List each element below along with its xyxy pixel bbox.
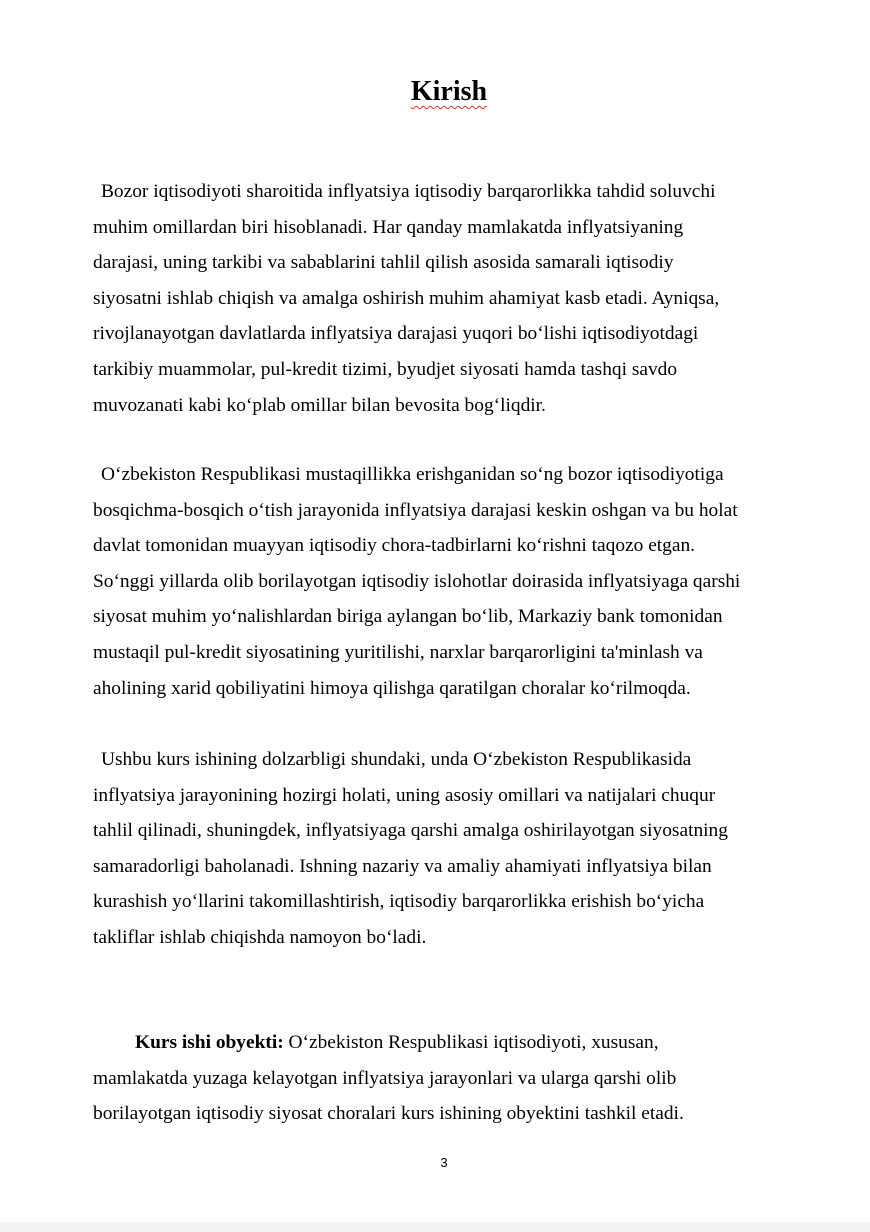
paragraph-line: rivojlanayotgan davlatlarda inflyatsiya darajasi yuqori bo‘lishi iqtisodiyotdagi xyxy=(93,323,699,345)
paragraph-line: mustaqil pul-kredit siyosatining yuritilishi, narxlar barqarorligini ta'minlash va xyxy=(93,641,703,663)
paragraph-line: mamlakatda yuzaga kelayotgan inflyatsiya jarayonlari va ularga qarshi olib xyxy=(93,1067,677,1089)
paragraph-line: samaradorligi baholanadi. Ishning nazariy va amaliy ahamiyati inflyatsiya bilan xyxy=(93,855,712,877)
paragraph-line: Bozor iqtisodiyoti sharoitida inflyatsiya iqtisodiy barqarorlikka tahdid soluvchi xyxy=(101,181,716,202)
page-number: 3 xyxy=(440,1155,448,1170)
paragraph-object xyxy=(93,1025,805,1132)
paragraph-line: tarkibiy muammolar, pul-kredit tizimi, byudjet siyosati hamda tashqi savdo xyxy=(93,358,678,380)
paragraph-line: bosqichma-bosqich o‘tish jarayonida inflyatsiya darajasi keskin oshgan va bu holat xyxy=(93,499,738,521)
paragraph-line: davlat tomonidan muayyan iqtisodiy chora-tadbirlarni ko‘rishni taqozo etgan. xyxy=(93,535,696,557)
paragraph-line: borilayotgan iqtisodiy siyosat choralari kurs ishining obyektini tashkil etadi. xyxy=(93,1103,684,1125)
page-title: Kirish xyxy=(410,76,488,107)
paragraph-relevance xyxy=(93,742,805,956)
paragraph-line: O‘zbekiston Respublikasi mustaqillikka erishganidan so‘ng bozor iqtisodiyotiga xyxy=(101,464,724,485)
paragraph-intro xyxy=(93,174,805,423)
paragraph-line: darajasi, uning tarkibi va sabablarini tahlil qilish asosida samarali iqtisodiy xyxy=(93,252,674,274)
paragraph-line: kurashish yo‘llarini takomillashtirish, iqtisodiy barqarorlikka erishish bo‘yicha xyxy=(93,891,705,913)
paragraph-line: siyosatni ishlab chiqish va amalga oshirish muhim ahamiyat kasb etadi. Ayniqsa, xyxy=(93,287,720,309)
paragraph-line: muvozanati kabi ko‘plab omillar bilan bevosita bog‘liqdir. xyxy=(93,394,546,416)
paragraph-line: So‘nggi yillarda olib borilayotgan iqtisodiy islohotlar doirasida inflyatsiyaga qarshi xyxy=(93,570,741,592)
paragraph-line: aholining xarid qobiliyatini himoya qilishga qaratilgan choralar ko‘rilmoqda. xyxy=(93,677,691,699)
paragraph-history xyxy=(93,457,805,706)
paragraph-line: siyosat muhim yo‘nalishlardan biriga aylangan bo‘lib, Markaziy bank tomonidan xyxy=(93,606,723,628)
object-label: Kurs ishi obyekti: xyxy=(135,1032,284,1053)
page-bottom-edge xyxy=(0,1222,870,1232)
paragraph-line: inflyatsiya jarayonining hozirgi holati, uning asosiy omillari va natijalari chuqur xyxy=(93,784,716,806)
paragraph-line: takliflar ishlab chiqishda namoyon bo‘ladi. xyxy=(93,926,427,948)
paragraph-line: tahlil qilinadi, shuningdek, inflyatsiyaga qarshi amalga oshirilayotgan siyosatning xyxy=(93,820,728,842)
paragraph-line: muhim omillardan biri hisoblanadi. Har qanday mamlakatda inflyatsiyaning xyxy=(93,216,684,238)
paragraph-line: Ushbu kurs ishining dolzarbligi shundaki, unda O‘zbekiston Respublikasida xyxy=(101,749,692,770)
object-text: O‘zbekiston Respublikasi iqtisodiyoti, xususan, xyxy=(283,1032,659,1053)
paragraph-line xyxy=(93,1025,805,1061)
